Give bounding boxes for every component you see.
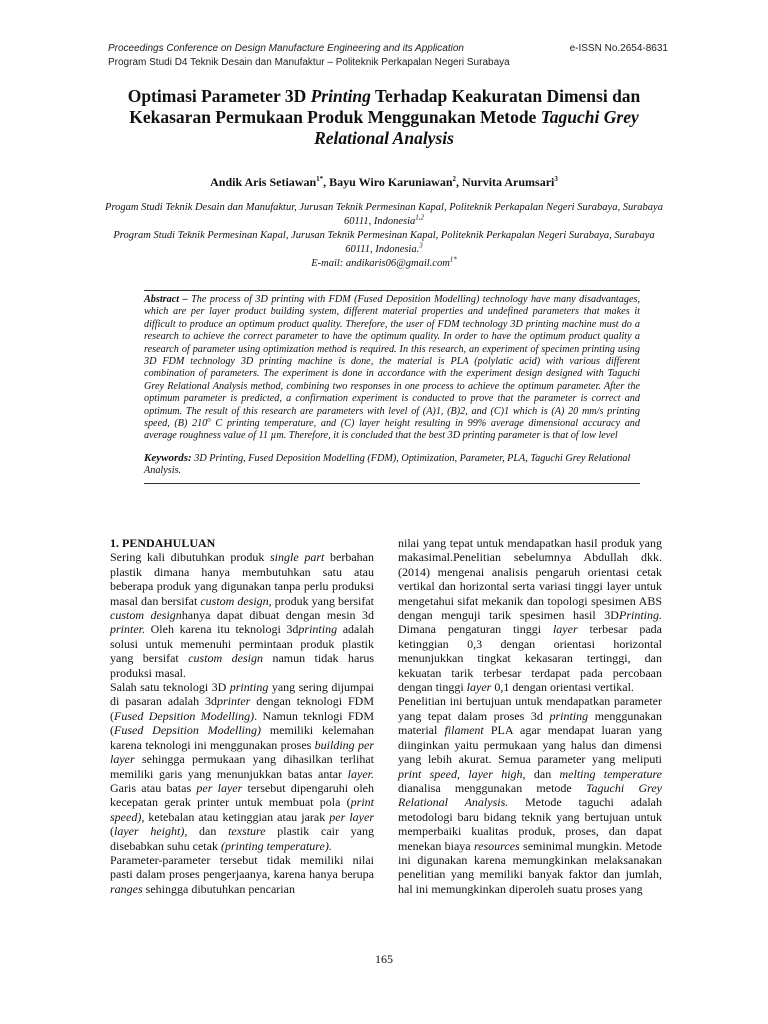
keywords: Keywords: 3D Printing, Fused Deposition Modelling (FDM), Optimization, Parameter, PLA, Taguchi Grey Relational Analysis.	[144, 451, 631, 477]
affiliation-2: Program Studi Teknik Permesinan Kapal, Jurusan Teknik Permesinan Kapal, Politeknik Perkapalan Negeri Surabaya, Surabaya 60111, Indonesia.$^3$	[113, 230, 655, 255]
paragraph: Salah satu teknologi 3D printing yang sering dijumpai di pasaran adalah 3dprinter dengan teknologi FDM (Fused Depsition Modelling). Namun teknlogi FDM (Fused Depsition Modelling) memiliki kelemahan karena teknologi ini menggunakan proses building per layer sehingga permukaan yang dihasilkan terlihat memiliki garis yang menunjukkan batas antar layer. Garis atau batas per layer tersebut dipengaruhi oleh kecepatan gerak printer untuk membuat pola (print speed), ketebalan atau ketinggian atau jarak per layer (layer height), dan texsture plastik cair yang disebabkan suhu cetak (printing temperature).	[110, 680, 375, 853]
author-list: Andik Aris Setiawan$^{1*}$, Bayu Wiro Karuniawan$^2$, Nurvita Arumsari$^3$	[210, 175, 558, 189]
affiliations	[100, 201, 668, 271]
page-number: 165	[375, 952, 393, 966]
left-column	[110, 536, 374, 896]
affiliation-1: Progam Studi Teknik Desain dan Manufaktur, Jurusan Teknik Permesinan Kapal, Politeknik Perkapalan Negeri Surabaya, Surabaya 60111, Indonesia$^{1,2}$	[105, 202, 663, 227]
section-heading: 1. PENDAHULUAN	[110, 536, 216, 550]
author-email: E-mail: andikaris06@gmail.com$^{1*}$	[311, 255, 457, 269]
paper-title: Optimasi Parameter 3D Printing Terhadap Keakuratan Dimensi dan Kekasaran Permukaan Produk Menggunakan Metode Taguchi Grey Relational Analysis	[127, 86, 641, 148]
abstract-box	[144, 290, 640, 484]
paragraph: Sering kali dibutuhkan produk single part berbahan plastik dimana hanya membutuhkan satu atau beberapa produk yang digunakan tanpa perlu produksi masal dan bersifat custom design, produk yang bersifat custom designhanya dapat dibuat dengan mesin 3d printer. Oleh karena itu teknologi 3dprinting adalah solusi untuk memenuhi permintaan produk plastik yang bersifat custom design namun tidak harus produksi masal.	[110, 550, 375, 680]
abstract: Abstract – The process of 3D printing with FDM (Fused Deposition Modelling) technology have many disadvantages, which are per layer product building system, different material properties and undefined parameters that makes it difficult to produce an optimum product quality. Therefore, the user of FDM technology 3D printing machine must do a research to achieve the correct parameter to have the optimum quality. In order to have the optimum product quality a research of parameter using optimization method is required. In this research, an experiment of specimen printing using 3D FDM technology 3D printing machine is done, the material is PLA (polylatic acid) with various different combination of parameters. The experiment is done in accordance with the experiment design designed with Taguchi Grey Relational Analysis method, combining two responses in one process to achieve the optimum parameter. After the optimum parameter is predicted, a confirmation experiment is conducted to prove that the parameter is correct and optimum. The result of this research are parameters with level of (A)1, (B)2, and (C)1 which is (A) 20 mm/s printing speed, (B) 210$^o$ C printing temperature, and (C) layer height resulting in 99% average dimensional accuracy and average roughness value of 11 µm. Therefore, it is concluded that the best 3D printing parameter is that of low level	[144, 294, 640, 442]
program-line: Program Studi D4 Teknik Desain dan Manufaktur – Politeknik Perkapalan Negeri Surabaya	[108, 57, 510, 68]
journal-name: Proceedings Conference on Design Manufacture Engineering and its Application	[108, 43, 464, 54]
running-header	[108, 42, 668, 69]
paragraph: nilai yang tepat untuk mendapatkan hasil produk yang makasimal.Penelitian sebelumnya Abdullah dkk. (2014) mengenai analisis pengaruh orientasi cetak vertikal dan horizontal serta variasi tinggi layer untuk mengetahui sifat mekanik dan topologi spesimen ABS dengan menguji tarik spesimen hasil 3DPrinting. Dimana pengaturan tinggi layer terbesar pada ketinggian 0,3 dengan orientasi horizontal menunjukkan tingkat kekasaran tertinggi, dan kekuatan tarik terbesar terdapat pada percobaan dengan tinggi layer 0,1 dengan orientasi vertikal.	[398, 536, 662, 695]
issn: e-ISSN No.2654-8631	[569, 43, 668, 54]
right-column	[398, 536, 662, 896]
paragraph: Parameter-parameter tersebut tidak memiliki nilai pasti dalam proses pengerjaanya, karena hanya berupa ranges sehingga dibutuhkan pencarian	[110, 852, 374, 896]
paragraph: Penelitian ini bertujuan untuk mendapatkan parameter yang tepat dalam proses 3d printing menggunakan material filament PLA agar mendapat luaran yang diinginkan yaitu permukaan yang halus dan dimensi yang lebih akurat. Semua parameter yang meliputi print speed, layer high, dan melting temperature dianalisa menggunakan metode Taguchi Grey Relational Analysis. Metode taguchi adalah metodologi baru bidang teknik yang bertujuan untuk memperbaiki kualitas produk, proses, dan dapat menekan biaya resources seminimal mungkin. Metode ini digunakan karena memungkinkan melaksanakan penelitian yang memiliki banyak faktor dan jumlah, hal ini memungkinkan diperoleh suatu proses yang	[398, 694, 663, 896]
